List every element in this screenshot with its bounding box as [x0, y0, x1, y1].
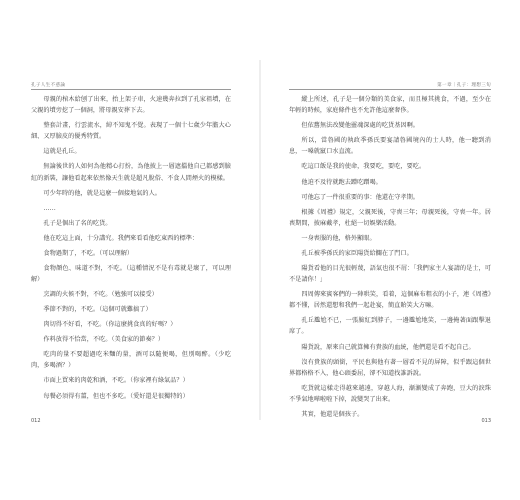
- paragraph: 一身喪服的他，格外顯眼。: [301, 234, 376, 242]
- paragraph: 每餐必須得有薑，但也不多吃。（愛好還是很獨特的）: [43, 392, 189, 400]
- running-head-right: 第一章｜孔子：理想三旬: [437, 83, 491, 88]
- running-head-left: 孔子人生不惑論: [31, 83, 66, 88]
- paragraph: 其實，他還是個孩子。: [301, 410, 364, 418]
- paragraph: 他在吃這上面，十分講究。我們來看看他吃東西的標準：: [43, 234, 199, 242]
- paragraph: 四周傳來賓客們的一陣哄笑，看着，這個麻布粗衣的小子，連《周禮》都不懂，居然還想和我們一起赴宴，簡直貽笑大方嘛。: [289, 291, 491, 310]
- paragraph: 吃貨就這樣走得越來越遠，穿越人海，漸漸變成了奔跑，豆大的淚珠不爭氣地嘩啦啦下掉，說變哭了出來。: [289, 384, 491, 403]
- header-rule-left: [31, 89, 231, 90]
- paragraph: 他迫不及待就跑去蹭吃蹭喝。: [301, 178, 382, 186]
- paragraph: 食物過期了，不吃。（可以理解）: [43, 249, 134, 257]
- paragraph: 沒有貴族的頭銜，平民也與他有著一層看不見的屏障，似乎跟這個世界都格格不入，他心頭委屈，卻不知道找誰訴說。: [289, 358, 491, 377]
- paragraph: 無論後世的人如何為他精心打扮，為他披上一層遮擋他自己都感到臉紅的新裝，讓他看起來依然像天生就是超凡脫俗、不食人間煙火的模樣。: [31, 163, 231, 182]
- paragraph: 孔丘被季孫氏的家臣陽貨給攔在了門口。: [301, 249, 413, 257]
- page-number-right: 013: [481, 418, 491, 424]
- paragraph: 根據《周禮》規定，父親死後，守喪三年；母親死後，守喪一年。居喪期間，披麻戴孝，杜絕一切娛樂活動。: [289, 208, 491, 227]
- paragraph: 肉切得不好看，不吃。（你這麼挑食真的好嗎？）: [43, 321, 177, 329]
- paragraph: 縱上所述，孔子是一個分類的美食家，而且極其挑食，不過，至少在年輕的時候，家庭條件也不允許他這麼奢侈。: [289, 96, 491, 115]
- paragraph: 孔丘尷尬不已，一張臉紅到脖子，一邊尷尬地笑，一邊掩著面跟擊退席了。: [289, 317, 491, 336]
- paragraph: 孔子是個出了名的吃貨。: [43, 219, 112, 227]
- paragraph: 母親的棺木給刨了出來，抬上架子車，火速幾奔拉到了孔家祖墳，在父親的墳旁挖了一個洞，將母親安葬下去。: [31, 96, 231, 115]
- page-number-left: 012: [31, 418, 41, 424]
- paragraph: 陽貨看他的目光很輕蔑，語氣也很不屑：「我們家主人宴請的是士，可不是請你！」: [289, 264, 491, 284]
- paragraph: 市面上買來的肉乾和酒，不吃。（你家裡有綠氣品？）: [43, 377, 189, 385]
- paragraph: 吃肉的量不要超過吃米麵的量，酒可以隨便喝，但別喝醉。（少吃肉，多喝酒？）: [31, 351, 231, 370]
- body-text-right: [289, 94, 491, 424]
- paragraph: 陽貨說，原來自己就算擁有貴族的血統，他們還是看不起自己。: [301, 343, 475, 351]
- paragraph: 但依舊無法改變他靈魂深處的吃貨基因啊。: [301, 122, 419, 130]
- paragraph: 這就是孔丘。: [43, 148, 81, 156]
- ellipsis-separator: ……: [43, 204, 56, 212]
- paragraph: 作料放得不恰當，不吃。（美食家的節奏？）: [43, 336, 165, 344]
- paragraph: 可少年時的他，就是這麼一個接地氣的人。: [43, 189, 161, 197]
- paragraph: 食物顏色、味道不對，不吃。（這種情況不是有毒就是壞了，可以理解）: [31, 264, 231, 284]
- paragraph: 所以，當魯國的執政季孫氏要宴請魯國境內的士人時，他一聽到消息，一嗓就竄口水直流。: [289, 137, 491, 156]
- header-rule-right: [289, 89, 491, 90]
- paragraph: 烹調的火候不對，不吃。（勉強可以接受）: [43, 291, 158, 299]
- paragraph: 整套計畫，行雲流水，綽不知鬼不覺。表現了一個十七歲少年膽大心細、又厚臉皮的優秀特質。: [31, 122, 231, 141]
- right-page: [260, 0, 520, 500]
- paragraph: 可他忘了一件很重要的事：他還在守孝期。: [301, 193, 419, 201]
- paragraph: 季節不對的，不吃。（這個可就難搞了）: [43, 306, 152, 314]
- body-text-left: [31, 94, 231, 406]
- paragraph: 吃這口飯是我的使命，我要吃，要吃，要吃。: [301, 163, 426, 171]
